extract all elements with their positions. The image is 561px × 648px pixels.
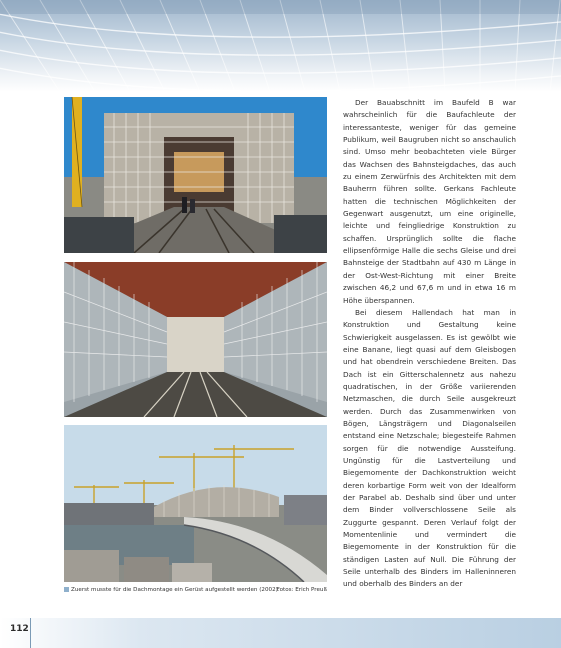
caption-text: Zuerst musste für die Dachmontage ein Gerüst aufgestellt werden (2002). [71,587,280,593]
photo-scaffolding-over-tracks [64,97,327,253]
photo-credit: Fotos: Erich Preuß [276,587,327,593]
photo-caption [64,586,327,594]
glass-roof-graphic [0,0,561,92]
article-paragraph-2: Bei diesem Hallendach hat man in Konstruktion und Gestaltung keine Schwierigkeit ausgelassen. Es ist gewölbt wie eine Banane, liegt quasi auf dem Gleisbogen und hat obendrein verschiedene Breiten. Das Dach ist ein Gitterschalennetz aus nahezu quadratischen, in der Größe variierenden Netzmaschen, die durch Seile ausgekreuzt werden. Durch das Zusammenwirken von Bögen, Längsträgern und Diagonalseilen entstand eine Netzschale; biegesteife Rahmen sorgen für die notwendige Aussteifung. Ungünstig für die Lastverteilung und Biegemomente der Dachkonstruktion weicht deren korbartige Form weit von der Idealform der Parabel ab. Deshalb sind über und unter dem Binder vollverschlossene Seile als Zuggurte gespannt. Deren Verlauf folgt der Momentenlinie und vermindert die Biegemomente in der Konstruktion für die ständigen Lasten auf Null. Die Führung der Seile unterhalb des Binders im Halleninneren und oberhalb des Binders an der [343,307,516,589]
footer-band [0,618,561,648]
page-number: 112 [10,624,29,634]
photo-scaffold-tunnel [64,262,327,417]
caption-marker-icon [64,587,69,592]
article-text-column [343,97,516,591]
page-number-rule [30,618,31,648]
header-glass-roof-band [0,0,561,92]
article-paragraph-1: Der Bauabschnitt im Baufeld B war wahrscheinlich für die Baufachleute der interessanteste, weniger für das gemeine Publikum, weil Baugruben nicht so anschaulich sind. Umso mehr beobachteten viele Bürger das Wachsen des Bahnsteigdaches, das auch zu einem Zerwürfnis des Architekten mit dem Bauherrn führen sollte. Gerkans Fachleute hatten die technischen Möglichkeiten der Gegenwart ausgenutzt, um eine originelle, leichte und feingliedrige Konstruktion zu schaffen. Ursprünglich sollte die flache ellipsenförmige Halle die sechs Gleise und drei Bahnsteige der Stadtbahn auf 430 m Länge in der Ost-West-Richtung mit einer Breite zwischen 46,2 und 67,6 m und in etwa 16 m Höhe überspannen. [343,98,516,305]
photo-station-with-cranes [64,425,327,582]
